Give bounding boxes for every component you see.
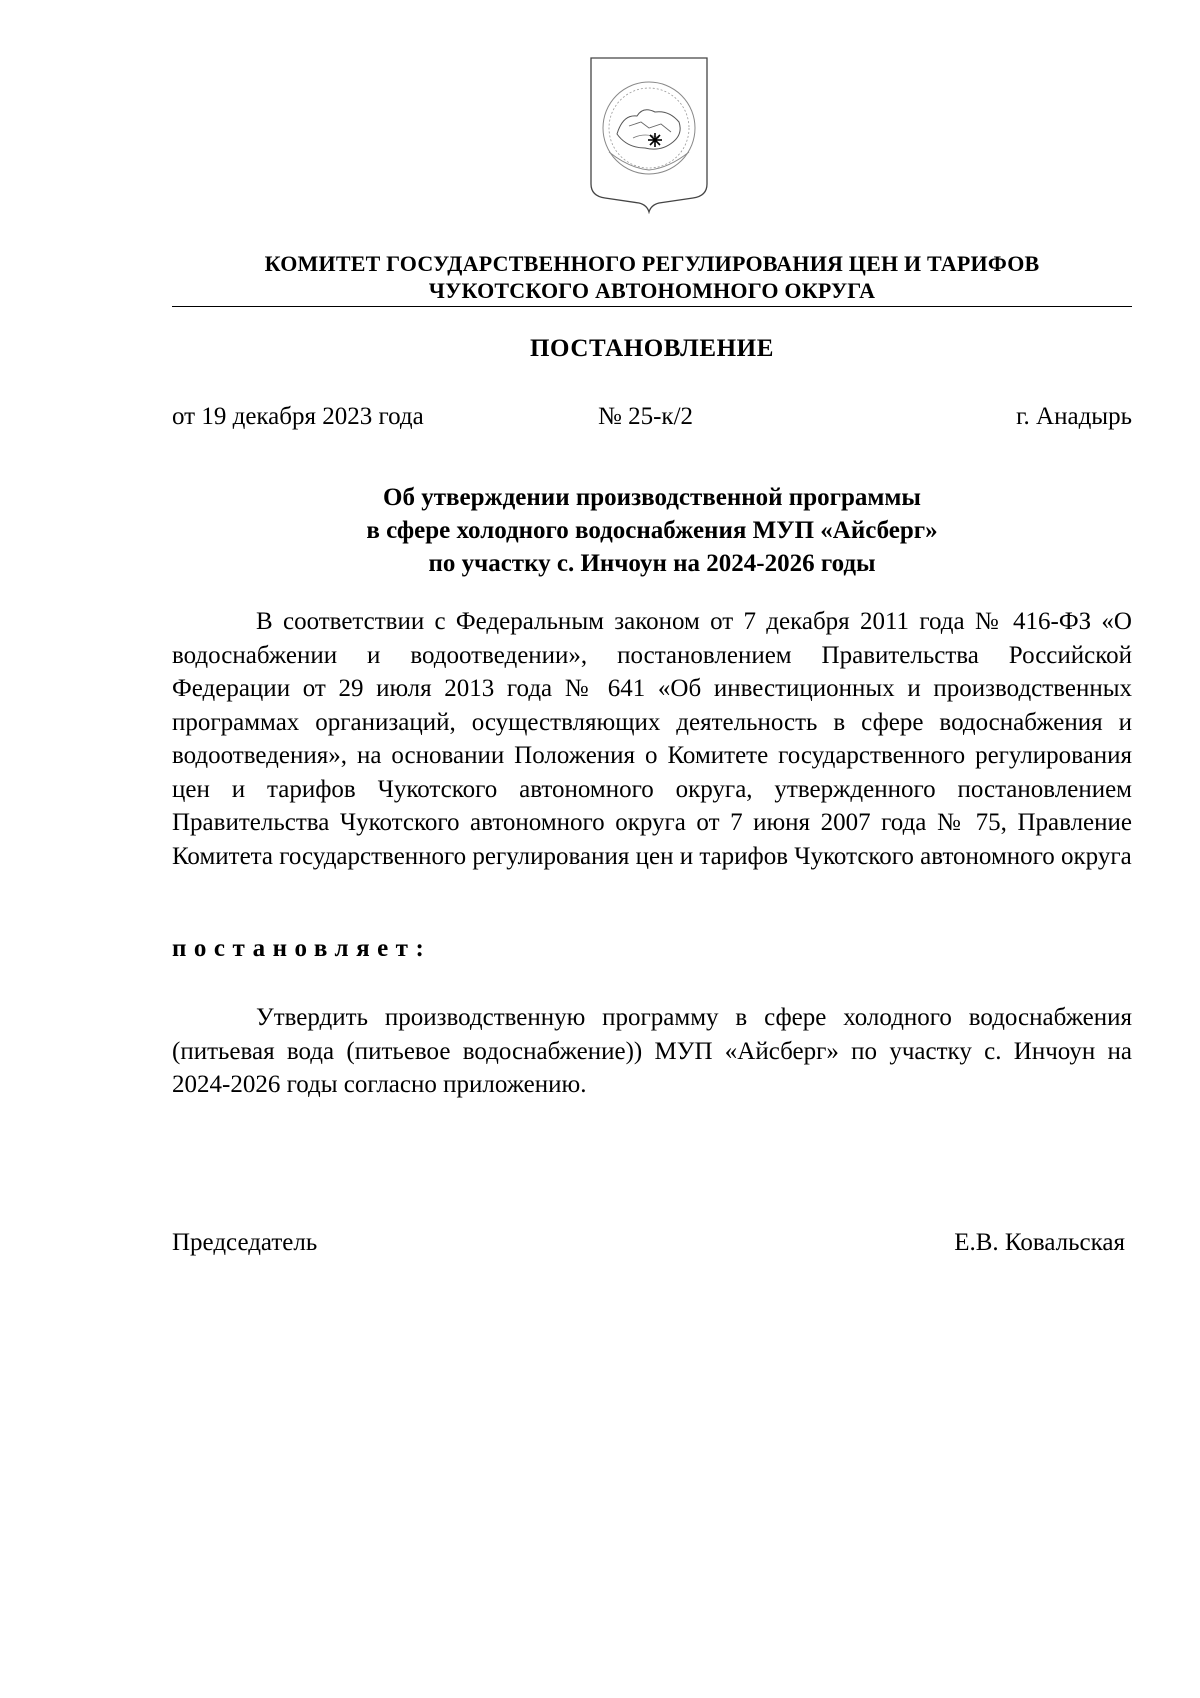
org-name-line2: ЧУКОТСКОГО АВТОНОМНОГО ОКРУГА xyxy=(428,278,876,303)
document-number: № 25-к/2 xyxy=(598,403,694,430)
subject-line1: Об утверждении производственной программы xyxy=(383,484,921,511)
document-type-title: ПОСТАНОВЛЕНИЕ xyxy=(529,335,775,362)
org-name-line1: КОМИТЕТ ГОСУДАРСТВЕННОГО РЕГУЛИРОВАНИЯ ЦЕН И ТАРИФОВ xyxy=(264,251,1040,276)
document-city: г. Анадырь xyxy=(1016,403,1132,430)
coat-of-arms-chukotka-icon xyxy=(589,56,709,214)
document-subject xyxy=(172,481,1132,580)
signatory-role: Председатель xyxy=(172,1229,318,1256)
subject-line3: по участку с. Инчоун на 2024-2026 годы xyxy=(428,550,876,577)
header-divider xyxy=(172,306,1132,307)
decrees-heading: постановляет: xyxy=(172,935,432,962)
subject-line2: в сфере холодного водоснабжения МУП «Айсберг» xyxy=(366,517,938,544)
preamble-paragraph: В соответствии с Федеральным законом от 7 декабря 2011 года № 416-ФЗ «О водоснабжении и водоотведении», постановлением Правительства Российской Федерации от 29 июля 2013 года № 641 «Об инвестиционных и производственных программах организаций, осуществляющих деятельность в сфере водоснабжения и водоотведения», на основании Положения о Комитете государственного регулирования цен и тарифов Чукотского автономного округа, утвержденного постановлением Правительства Чукотского автономного округа от 7 июня 2007 года № 75, Правление Комитета государственного регулирования цен и тарифов Чукотского автономного округа xyxy=(172,608,1132,870)
signatory-name: Е.В. Ковальская xyxy=(954,1229,1125,1256)
resolution-paragraph: Утвердить производственную программу в сфере холодного водоснабжения (питьевая вода (питьевое водоснабжение)) МУП «Айсберг» по участку с. Инчоун на 2024-2026 годы согласно приложению. xyxy=(172,1004,1132,1098)
document-date: от 19 декабря 2023 года xyxy=(172,403,424,430)
